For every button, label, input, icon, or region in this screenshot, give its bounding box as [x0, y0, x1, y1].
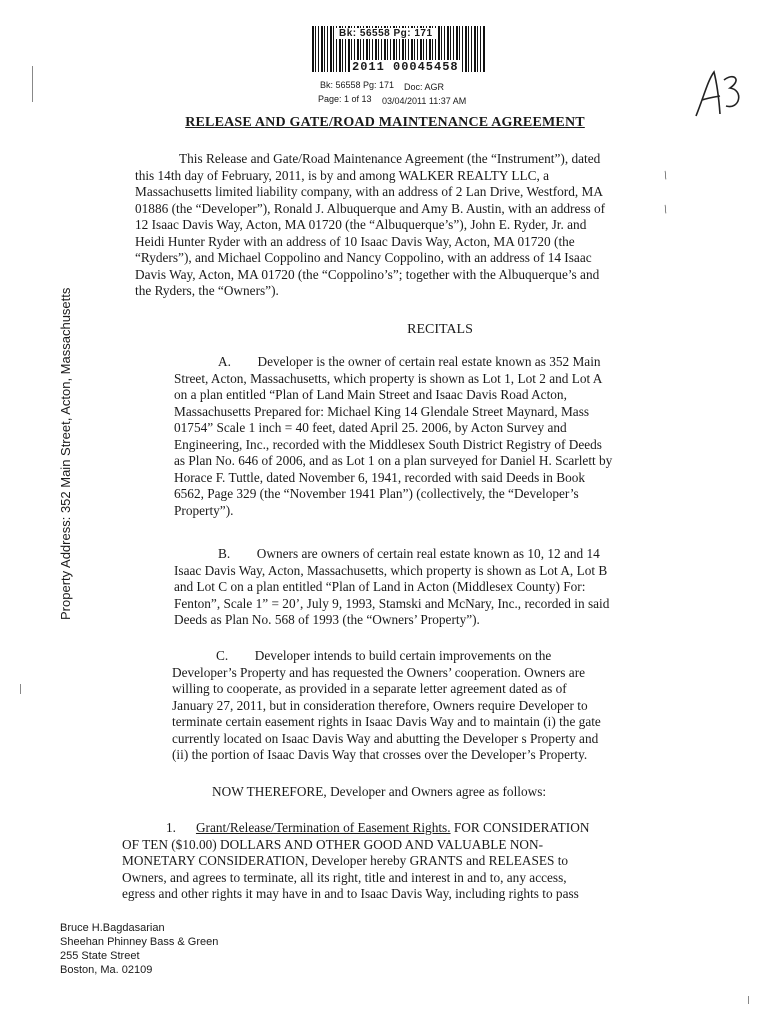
recital-a — [174, 354, 651, 519]
intro-line: Heidi Hunter Ryder with an address of 10 Isaac Davis Way, Acton, MA 01720 (the — [135, 233, 575, 249]
return-address-line: 255 State Street — [60, 950, 140, 962]
return-address-line: Boston, Ma. 02109 — [60, 964, 153, 976]
now-therefore: NOW THEREFORE, Developer and Owners agree as follows: — [212, 784, 547, 799]
margin-line — [748, 996, 749, 1004]
recital-a-line: Street, Acton, Massachusetts, which property is shown as Lot 1, Lot 2 and Lot A — [174, 370, 603, 386]
recital-b-line: Isaac Davis Way, Acton, Massachusetts, which property is shown as Lot A, Lot B — [174, 562, 608, 578]
return-address-line: Sheehan Phinney Bass & Green — [60, 936, 219, 948]
recital-c-line: willing to cooperate, as provided in a separate letter agreement dated as of — [172, 681, 567, 696]
recital-a-line: 01754” Scale 1 inch = 40 feet, dated April 25. 2006, by Acton Survey and — [174, 420, 567, 435]
intro-paragraph — [135, 151, 657, 300]
recital-c — [172, 648, 650, 764]
recital-a-line: Property”). — [174, 502, 234, 518]
recital-a-line: 6562, Page 329 (the “November 1941 Plan”) (collectively, the “Developer’s — [174, 486, 579, 501]
recital-a-line: on a plan entitled “Plan of Land Main Street and Isaac Davis Road Acton, — [174, 387, 567, 402]
recital-b-line: and Lot C on a plan entitled “Plan of Land in Acton (Middlesex County) For: — [174, 579, 586, 594]
section-1-first-line — [122, 820, 642, 837]
recording-timestamp: 03/04/2011 11:37 AM — [382, 96, 467, 106]
recital-b — [174, 546, 651, 629]
check-mark: / — [660, 167, 670, 183]
intro-line: Massachusetts limited liability company, with an address of 2 Lan Drive, Westford, MA — [135, 184, 603, 199]
intro-line: this 14th day of February, 2011, is by and among WALKER REALTY LLC, a — [135, 167, 550, 183]
section-1-line: OF TEN ($10.00) DOLLARS AND OTHER GOOD AND VALUABLE NON- — [122, 836, 544, 852]
section-1-line: Owners, and agrees to terminate, all its right, title and interest in and to, any access, — [122, 869, 567, 885]
recital-a-line: as Plan No. 646 of 2006, and as Lot 1 on a plan surveyed for Daniel H. Scarlett by — [174, 453, 613, 468]
barcode-number: 2011 00045458 — [352, 60, 459, 74]
section-number: 1. — [166, 820, 176, 835]
recital-b-line: Deeds as Plan No. 568 of 1993 (the “Owners’ Property”). — [174, 612, 480, 627]
section-heading: Grant/Release/Termination of Easement Rights. — [195, 820, 451, 835]
section-1-line: MONETARY CONSIDERATION, Developer hereby GRANTS and RELEASES to — [122, 853, 569, 868]
recital-c-line: currently located on Isaac Davis Way and abutting the Developer s Property and — [172, 730, 599, 746]
recitals-heading: RECITALS — [407, 322, 473, 337]
margin-line — [32, 66, 33, 102]
recital-a-line: Massachusetts Prepared for: Michael King 14 Glendale Street Maynard, Mass — [174, 403, 590, 419]
barcode-label: Bk: 56558 Pg: 171 — [336, 28, 436, 39]
recital-a-line: Horace F. Tuttle, dated November 6, 1941, recorded with said Deeds in Book — [174, 469, 586, 485]
recital-b-line: B. Owners are owners of certain real estate known as 10, 12 and 14 — [218, 546, 600, 561]
margin-line — [20, 684, 21, 694]
doc-type-line: Doc: AGR — [404, 82, 445, 92]
page-count-line: Page: 1 of 13 — [318, 94, 372, 104]
recital-b-line: Fenton”, Scale 1” = 20’, July 9, 1993, Stamski and McNary, Inc., recorded in said — [174, 595, 610, 611]
section-1-first-line-rest: FOR CONSIDERATION — [450, 820, 590, 835]
intro-line: 01886 (the “Developer”), Ronald J. Albuquerque and Amy B. Austin, with an address of — [135, 200, 606, 216]
intro-line: This Release and Gate/Road Maintenance Agreement (the “Instrument”), dated — [179, 151, 601, 166]
return-address-line: Bruce H.Bagdasarian — [60, 922, 165, 934]
book-page-line: Bk: 56558 Pg: 171 — [320, 80, 395, 90]
intro-line: 12 Isaac Davis Way, Acton, MA 01720 (the “Albuquerque’s”), John E. Ryder, Jr. and — [135, 217, 587, 232]
recital-c-line: terminate certain easement rights in Isaac Davis Way and to maintain (i) the gate — [172, 714, 601, 729]
intro-line: “Ryders”), and Michael Coppolino and Nancy Coppolino, with an address of 14 Isaac — [135, 250, 592, 265]
document-title: RELEASE AND GATE/ROAD MAINTENANCE AGREEMENT — [185, 115, 585, 130]
property-address-margin-note: Property Address: 352 Main Street, Acton, Massachusetts — [58, 287, 73, 620]
recital-a-line: A. Developer is the owner of certain real estate known as 352 Main — [218, 354, 601, 369]
recital-c-line: Developer’s Property and has requested the Owners’ cooperation. Owners are — [172, 664, 586, 680]
recital-a-line: Engineering, Inc., recorded with the Middlesex South District Registry of Deeds — [174, 436, 602, 452]
return-address — [60, 921, 218, 977]
section-1-line: egress and other rights it may have in and to Isaac Davis Way, including rights to pass — [122, 886, 579, 901]
check-mark: / — [660, 201, 670, 217]
recital-c-line: January 27, 2011, but in consideration therefore, Owners require Developer to — [172, 697, 588, 713]
recital-c-line: (ii) the portion of Isaac Davis Way that crosses over the Developer’s Property. — [172, 747, 588, 762]
section-1 — [122, 820, 642, 903]
intro-line: the Ryders, the “Owners”). — [135, 283, 279, 298]
intro-line: Davis Way, Acton, MA 01720 (the “Coppolino’s”; together with the Albuquerque’s and — [135, 266, 600, 282]
recital-c-line: C. Developer intends to build certain improvements on the — [216, 648, 552, 663]
